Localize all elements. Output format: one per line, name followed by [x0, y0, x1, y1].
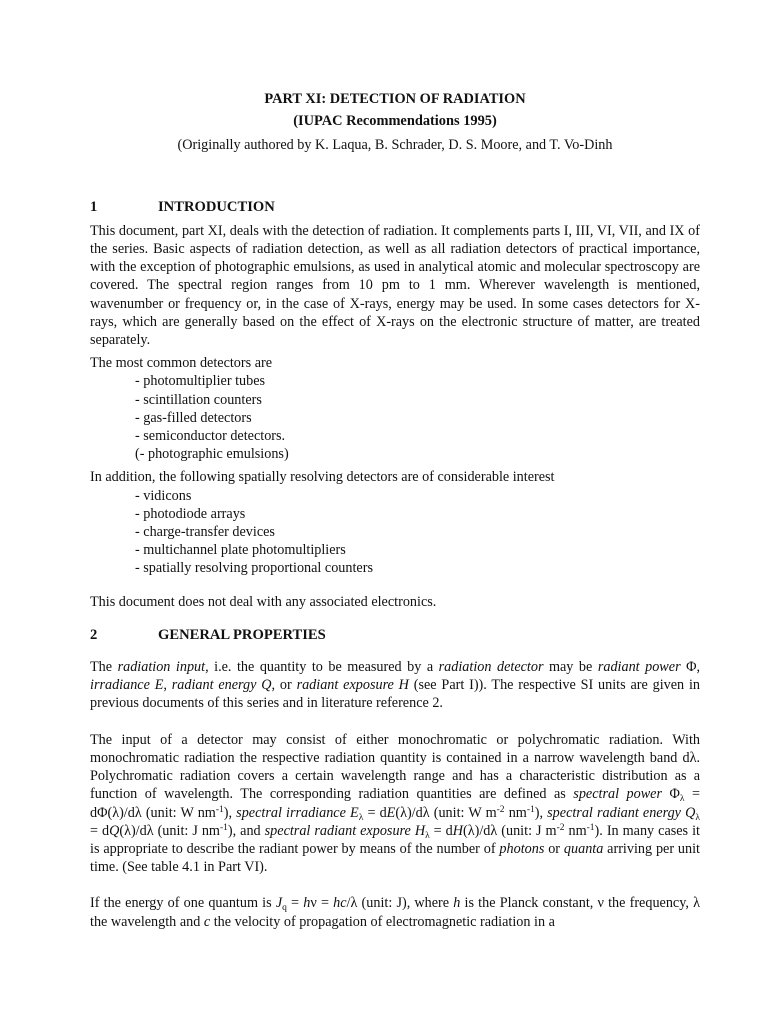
section-2-number: 2 — [90, 626, 98, 643]
spatial-detectors-list — [90, 487, 700, 578]
common-detectors-list — [90, 372, 700, 463]
list-item: - semiconductor detectors. — [135, 428, 286, 445]
section-1-intro: This document, part XI, deals with the detection of radiation. It complements parts I, III, VI, VII, and IX of the series. Basic aspects of radiation detection, as well as all radiation detectors of practical importance, with the exception of photographic emulsions, as used in analytical atomic and molecular spectroscopy are covered. The spectral region ranges from 10 pm to 1 mm. Wherever wavelength is mentioned, wavenumber or frequency or, in the case of X-rays, energy may be used. In some cases detectors for X-rays, which are generally based on the effect of X-rays on the electronic structure of matter, are treated separately. — [90, 222, 700, 349]
document-authors: (Originally authored by K. Laqua, B. Schrader, D. S. Moore, and T. Vo-Dinh — [177, 137, 613, 154]
list-item: - vidicons — [135, 487, 192, 504]
list-item: (- photographic emulsions) — [135, 446, 289, 463]
section-2-paragraph-3: If the energy of one quantum is $J_q = h\nu = hc/\lambda$ (unit: J), where h is the Planck constant, ν the frequency, λ the wavelength and c the velocity of propagation of electromagnetic radiation in a — [90, 895, 701, 930]
section-1-number: 1 — [90, 198, 98, 215]
section-2-title: GENERAL PROPERTIES — [158, 626, 326, 643]
list-item: - scintillation counters — [135, 391, 262, 408]
common-detectors-lead: The most common detectors are — [90, 355, 273, 372]
spatial-detectors-lead: In addition, the following spatially resolving detectors are of considerable interest — [90, 469, 555, 486]
section-2-heading — [90, 626, 700, 644]
section-1-title: INTRODUCTION — [158, 198, 275, 215]
list-item: - photomultiplier tubes — [135, 373, 266, 390]
list-item: - multichannel plate photomultipliers — [135, 542, 346, 559]
list-item: - gas-filled detectors — [135, 409, 252, 426]
list-item: - photodiode arrays — [135, 505, 246, 522]
list-item: - spatially resolving proportional counters — [135, 560, 373, 577]
section-1-heading — [90, 198, 700, 216]
document-title: PART XI: DETECTION OF RADIATION — [264, 91, 526, 107]
section-1-closing: This document does not deal with any associated electronics. — [90, 593, 437, 610]
document-subtitle: (IUPAC Recommendations 1995) — [293, 113, 497, 130]
document-page — [90, 90, 700, 931]
section-2-paragraph-2: The input of a detector may consist of either monochromatic or polychromatic radiation. With monochromatic radiation the respective radiation quantity is contained in a narrow wavelength band dλ. Polychromatic radiation covers a certain wavelength range and has a characteristic distribution as a function of wavelength. The corresponding radiation quantities are defined as spectral power $\Phi_\lambda = d\Phi(\lambda)/d\lambda$ (unit: W $nm^{-1}$), spectral irradiance $E_\lambda = dE(\lambda)/d\lambda$ (unit: W $m^{-2}$ $nm^{-1}$), spectral radiant energy $Q_\lambda = dQ(\lambda)/d\lambda$ (unit: J $nm^{-1}$), and spectral radiant exposure $H_\lambda = dH(\lambda)/d\lambda$ (unit: J $m^{-2}$ $nm^{-1}$). In many cases it is appropriate to describe the radiant power by means of the number of photons or quanta arriving per unit time. (See table 4.1 in Part VI). — [90, 731, 700, 876]
list-item: - charge-transfer devices — [135, 524, 275, 541]
section-2-paragraph-1: The radiation input, i.e. the quantity to be measured by a radiation detector may be radiant power Φ, irradiance E, radiant energy Q, or radiant exposure H (see Part I)). The respective SI units are given in previous documents of this series and in literature reference 2. — [90, 659, 701, 712]
